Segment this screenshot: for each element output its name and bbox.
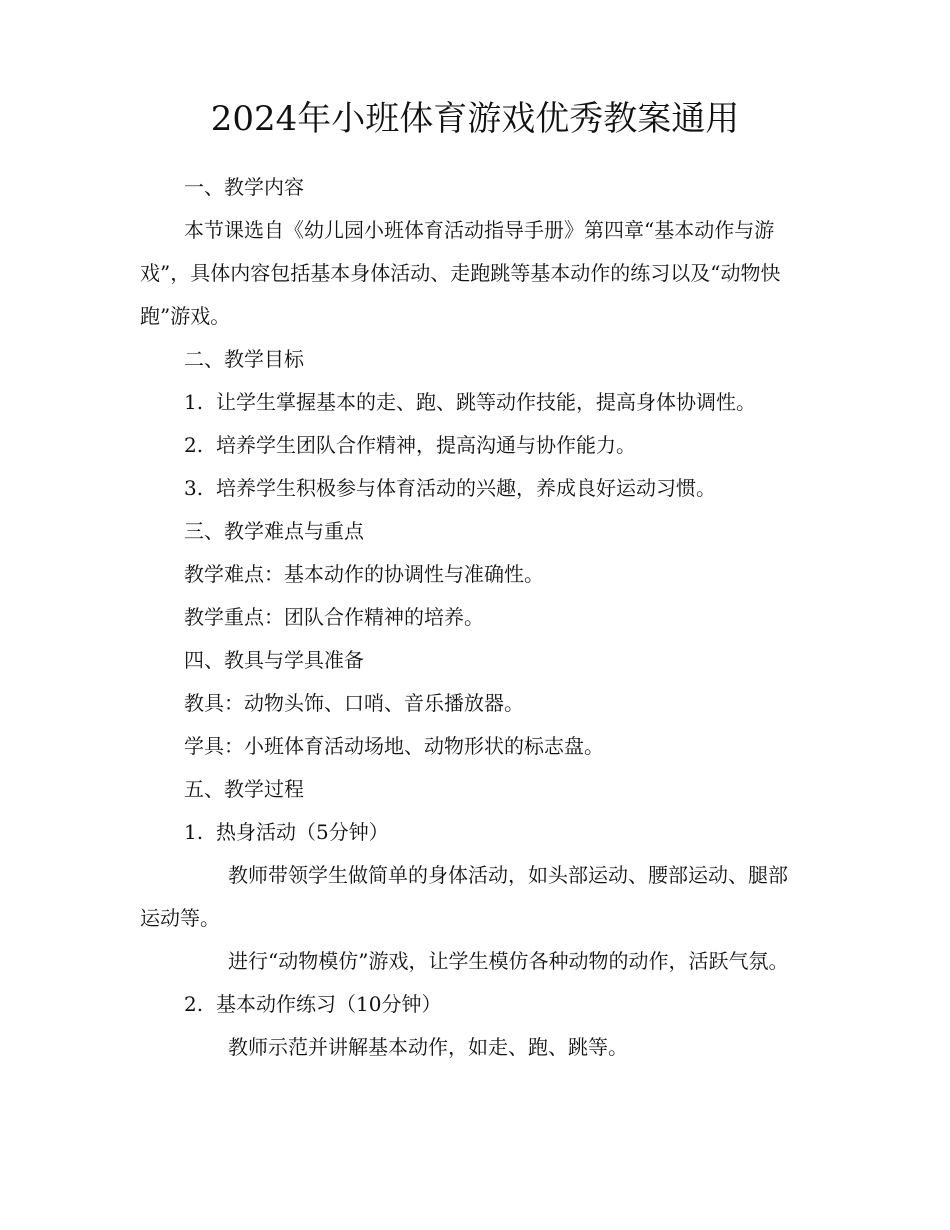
content-paragraph: 本节课选自《幼儿园小班体育活动指导手册》第四章“基本动作与游戏”，具体内容包括基本身体活动、走跑跳等基本动作的练习以及“动物快跑”游戏。	[140, 218, 781, 328]
step-number: 2.	[184, 992, 204, 1016]
objective-text: 让学生掌握基本的走、跑、跳等动作技能，提高身体协调性。	[216, 390, 756, 414]
objective-item-2	[140, 424, 800, 467]
process-step-2	[140, 983, 800, 1026]
objective-number: 3.	[184, 476, 204, 500]
objective-number: 2.	[184, 433, 204, 457]
step-1-paragraph-2: 进行“动物模仿”游戏，让学生模仿各种动物的动作，活跃气氛。	[228, 949, 789, 973]
student-materials-text: 学具：小班体育活动场地、动物形状的标志盘。	[184, 734, 604, 758]
section-heading-objectives: 二、教学目标	[184, 347, 304, 371]
document-body	[140, 166, 800, 1069]
step-text: 基本动作练习（10分钟）	[216, 992, 442, 1016]
step-text: 热身活动（5分钟）	[216, 820, 389, 844]
teacher-materials-text: 教具：动物头饰、口哨、音乐播放器。	[184, 691, 524, 715]
section-heading-process: 五、教学过程	[184, 777, 304, 801]
section-heading-content: 一、教学内容	[184, 175, 304, 199]
difficulty-text: 教学难点：基本动作的协调性与准确性。	[184, 562, 544, 586]
step-number: 1.	[184, 820, 204, 844]
document-title: 2024年小班体育游戏优秀教案通用	[210, 99, 740, 139]
objective-item-3	[140, 467, 800, 510]
section-heading-materials: 四、教具与学具准备	[184, 648, 364, 672]
process-step-1	[140, 811, 800, 854]
key-point-text: 教学重点：团队合作精神的培养。	[184, 605, 484, 629]
section-heading-difficulty: 三、教学难点与重点	[184, 519, 364, 543]
step-2-paragraph-1: 教师示范并讲解基本动作，如走、跑、跳等。	[228, 1035, 628, 1059]
objective-item-1	[140, 381, 800, 424]
step-1-paragraph-1: 教师带领学生做简单的身体活动，如头部运动、腰部运动、腿部运动等。	[140, 863, 788, 930]
objective-text: 培养学生积极参与体育活动的兴趣，养成良好运动习惯。	[216, 476, 716, 500]
objective-number: 1.	[184, 390, 204, 414]
objective-text: 培养学生团队合作精神，提高沟通与协作能力。	[216, 433, 636, 457]
